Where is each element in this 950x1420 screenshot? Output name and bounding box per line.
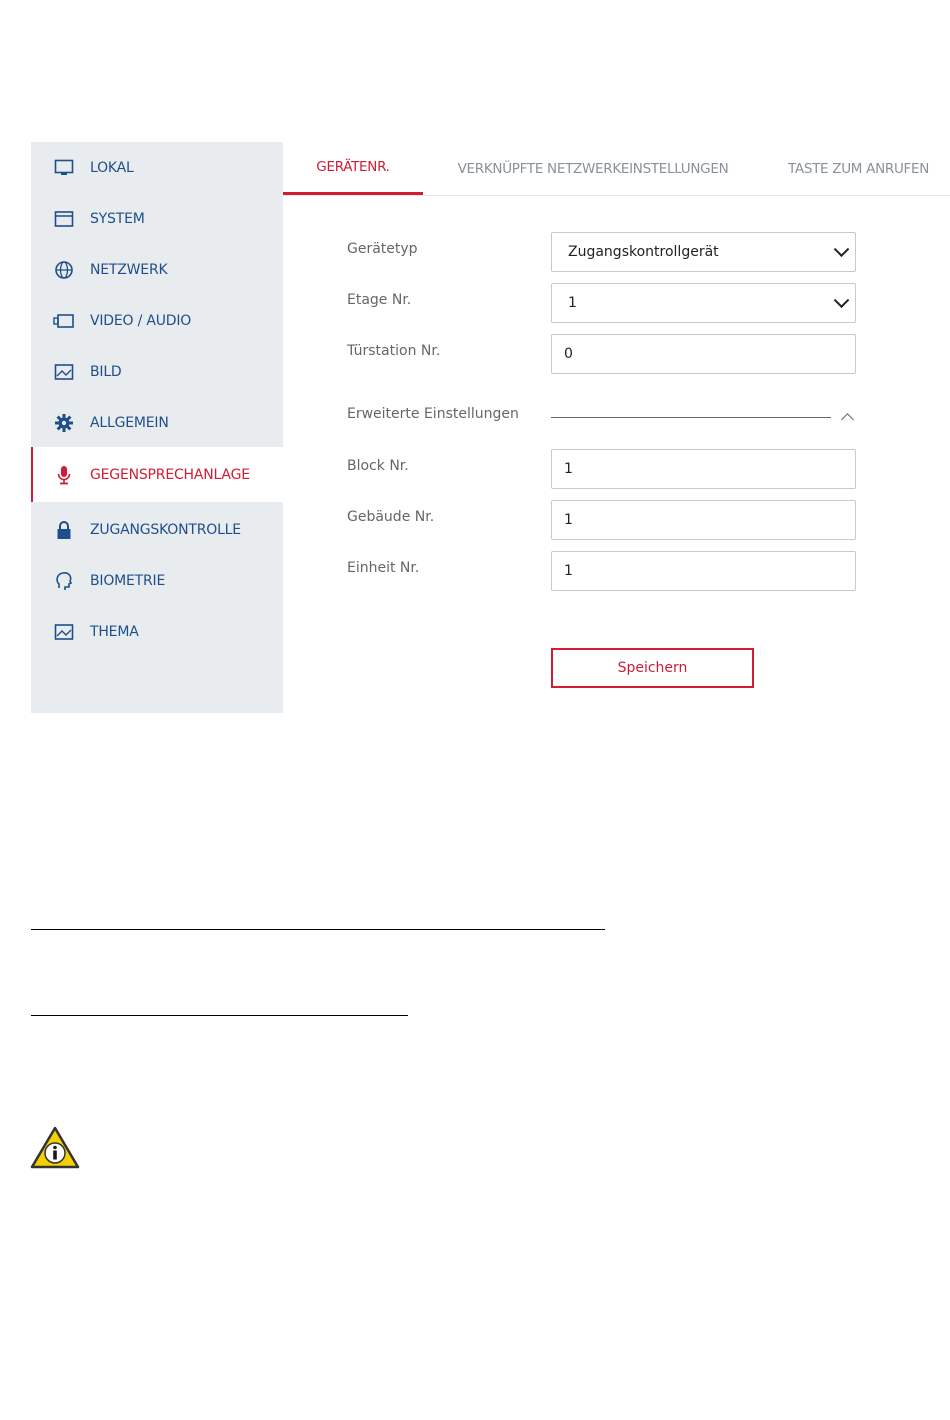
sidebar-item-label: GEGENSPRECHANLAGE [90, 466, 250, 483]
sidebar-item-netzwerk[interactable] [31, 244, 283, 295]
gear-icon [53, 412, 75, 434]
document-rule [31, 929, 605, 930]
sidebar-item-label: ZUGANGSKONTROLLE [90, 521, 241, 538]
microphone-icon [53, 464, 75, 486]
tab-verknuepfte-netzwerkeinstellungen[interactable]: VERKNÜPFTE NETZWERKEINSTELLUNGEN [457, 160, 729, 177]
sidebar-item-biometrie[interactable] [31, 555, 283, 606]
video-icon [53, 310, 75, 332]
device-type-select[interactable] [551, 232, 856, 272]
building-label: Gebäude Nr. [347, 509, 435, 525]
sidebar-item-thema[interactable] [31, 606, 283, 657]
unit-value: 1 [564, 563, 573, 579]
advanced-settings-label[interactable]: Erweiterte Einstellungen [347, 406, 519, 422]
save-button[interactable]: Speichern [551, 648, 754, 688]
chevron-down-icon [834, 292, 850, 308]
block-label: Block Nr. [347, 458, 409, 474]
image-icon [53, 361, 75, 383]
sidebar-item-zugangskontrolle[interactable] [31, 504, 283, 555]
sidebar-item-label: NETZWERK [90, 261, 168, 278]
door-station-value: 0 [564, 346, 573, 362]
sidebar-item-label: LOKAL [90, 159, 134, 176]
monitor-icon [53, 157, 75, 179]
window-icon [53, 208, 75, 230]
floor-select[interactable] [551, 283, 856, 323]
sidebar-item-system[interactable] [31, 193, 283, 244]
document-rule [31, 1015, 408, 1016]
sidebar-item-gegensprechanlage[interactable] [31, 447, 283, 502]
floor-label: Etage Nr. [347, 292, 412, 308]
head-icon [53, 570, 75, 592]
device-type-label: Gerätetyp [347, 241, 418, 257]
sidebar-item-allgemein[interactable] [31, 397, 283, 448]
unit-label: Einheit Nr. [347, 560, 420, 576]
sidebar-item-label: ALLGEMEIN [90, 414, 169, 431]
door-station-label: Türstation Nr. [347, 343, 441, 359]
sidebar-item-label: BIOMETRIE [90, 572, 166, 589]
sidebar-item-label: VIDEO / AUDIO [90, 312, 192, 329]
building-value: 1 [564, 512, 573, 528]
lock-icon [53, 519, 75, 541]
sidebar-item-label: BILD [90, 363, 122, 380]
warning-info-icon [30, 1126, 80, 1170]
unit-input[interactable] [551, 551, 856, 591]
chevron-down-icon [834, 241, 850, 257]
tab-bar [283, 142, 950, 196]
sidebar-item-label: THEMA [90, 623, 139, 640]
globe-icon [53, 259, 75, 281]
sidebar [31, 142, 283, 713]
building-input[interactable] [551, 500, 856, 540]
floor-value: 1 [568, 295, 577, 311]
sidebar-item-lokal[interactable] [31, 142, 283, 193]
sidebar-item-video-audio[interactable] [31, 295, 283, 346]
block-value: 1 [564, 461, 573, 477]
block-input[interactable] [551, 449, 856, 489]
chevron-up-icon[interactable] [841, 413, 854, 426]
device-type-value: Zugangskontrollgerät [568, 244, 719, 260]
advanced-settings-divider [551, 417, 831, 418]
theme-icon [53, 621, 75, 643]
sidebar-item-label: SYSTEM [90, 210, 145, 227]
door-station-input[interactable] [551, 334, 856, 374]
tab-geraetenr[interactable]: GERÄTENR. [283, 142, 423, 195]
sidebar-item-bild[interactable] [31, 346, 283, 397]
tab-taste-zum-anrufen[interactable]: TASTE ZUM ANRUFEN [788, 160, 930, 177]
